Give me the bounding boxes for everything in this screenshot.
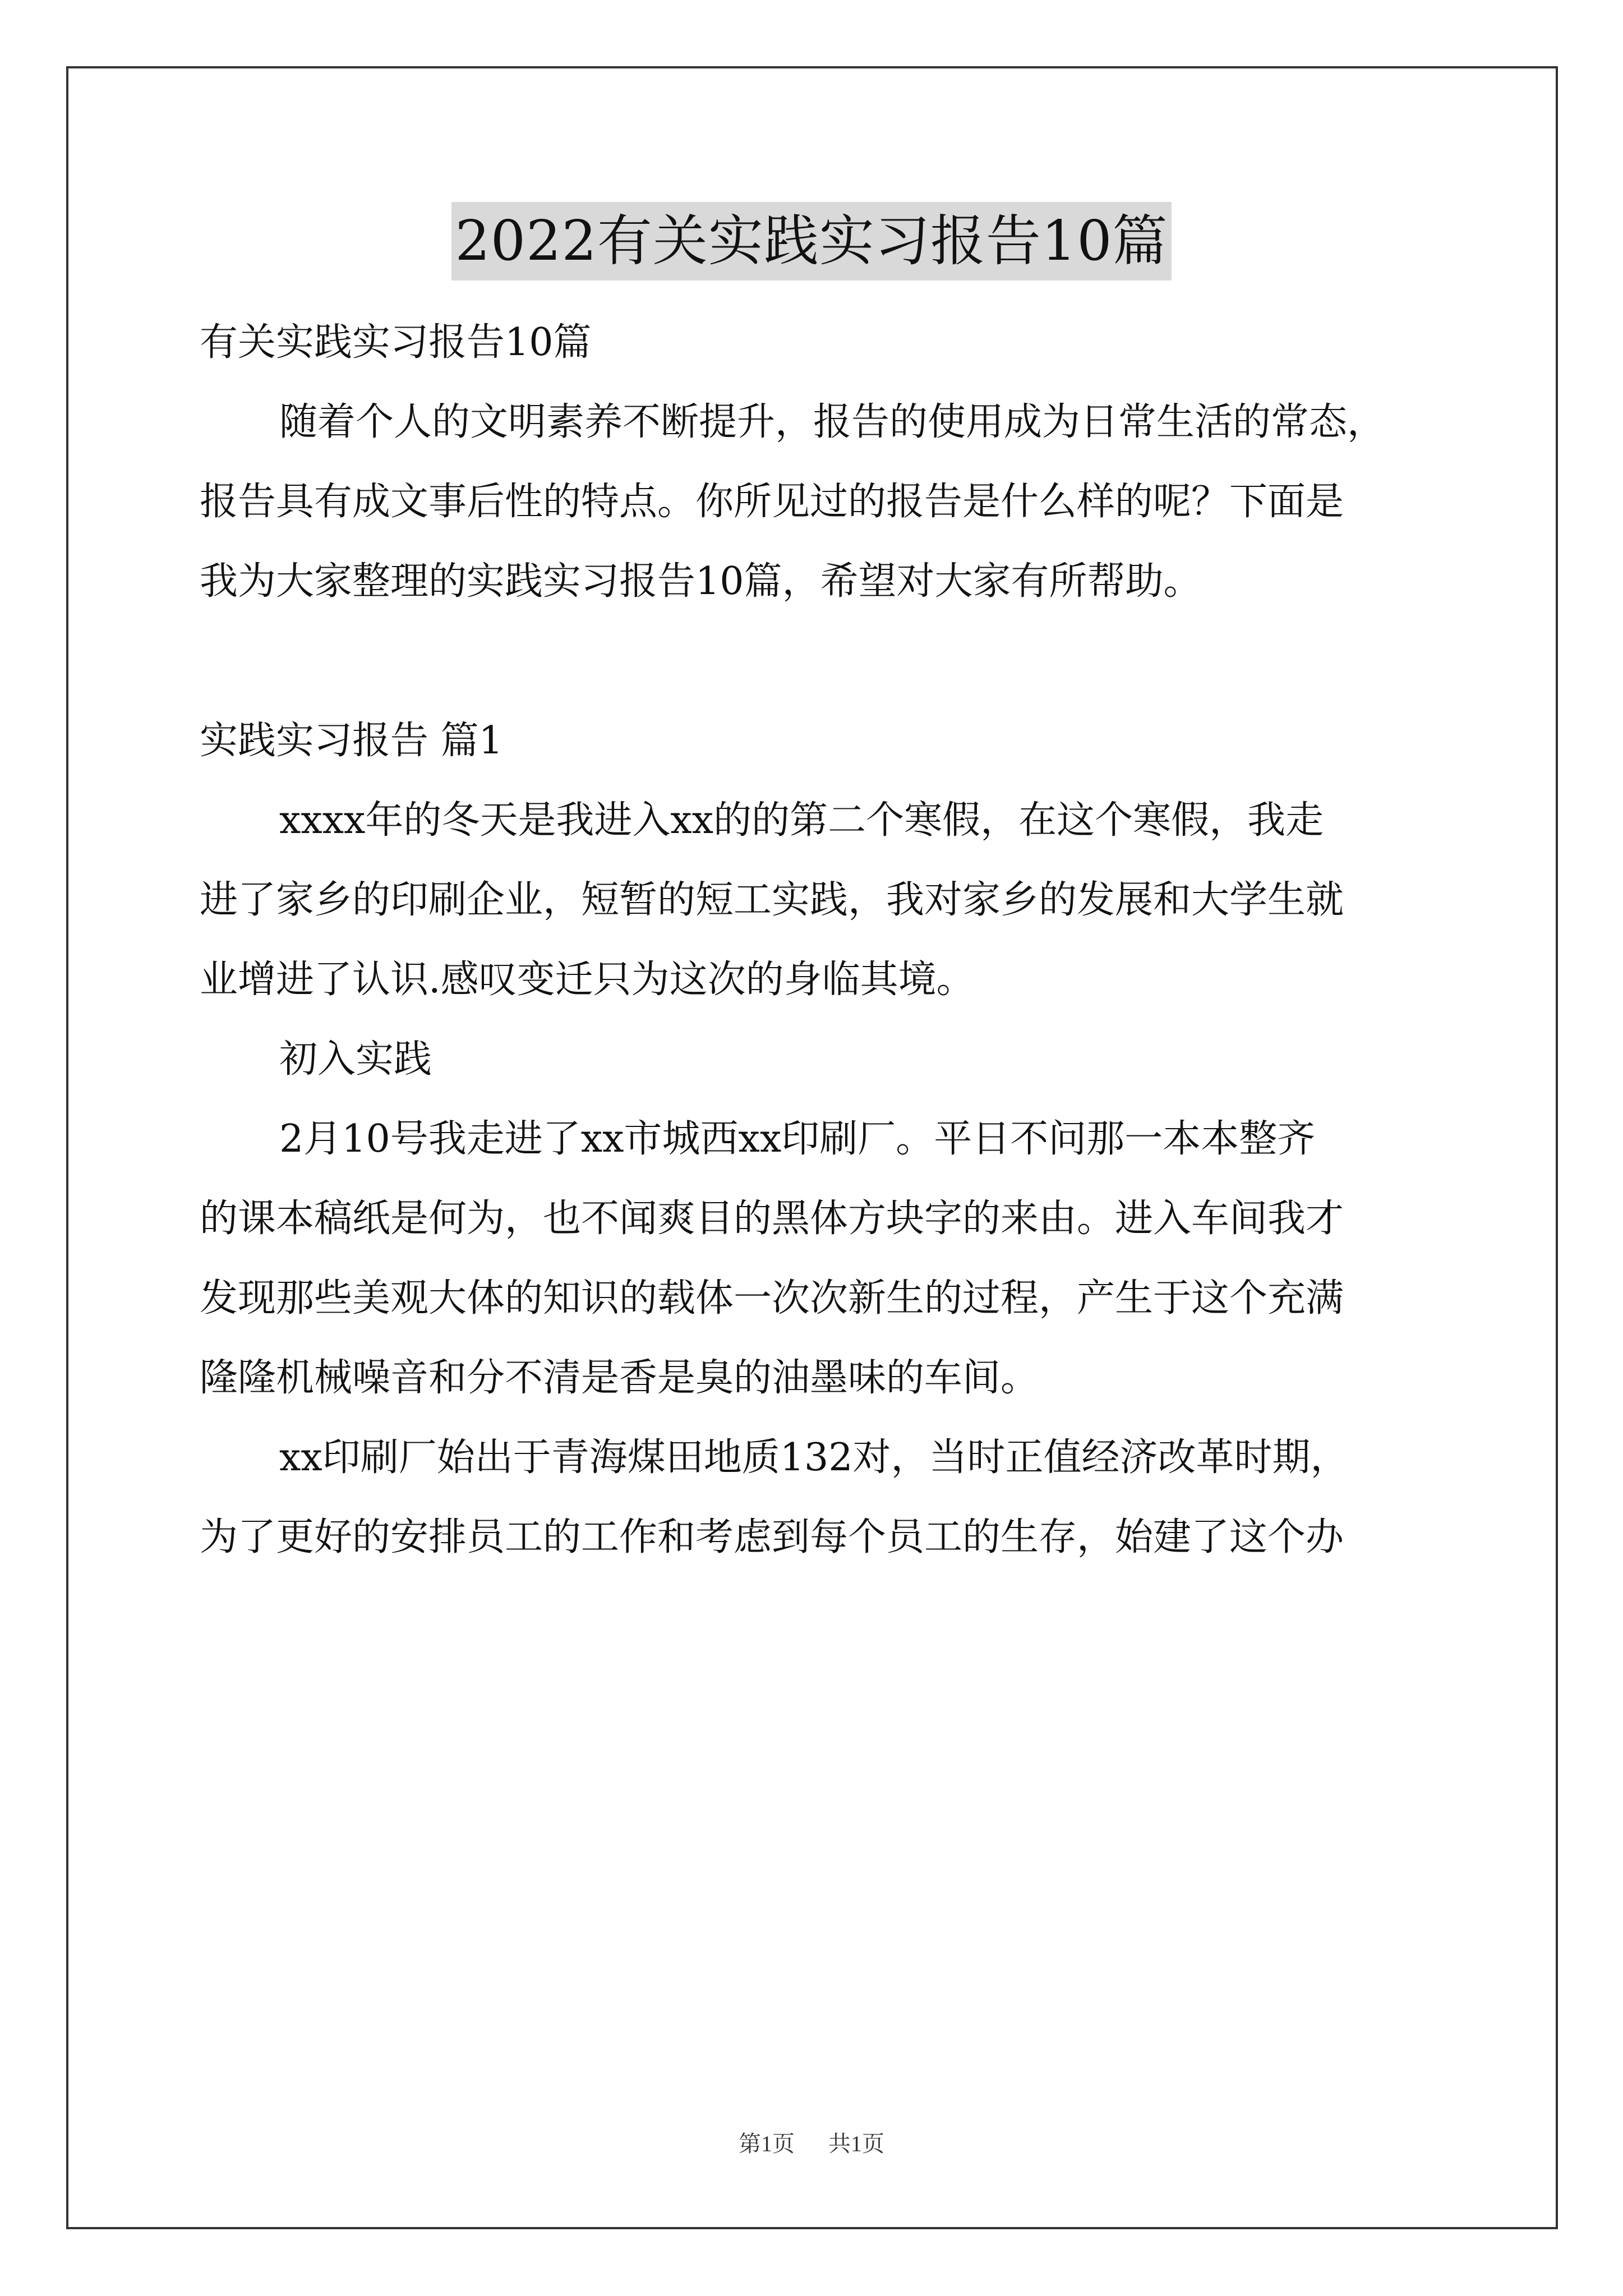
paragraph-line: 业增进了认识.感叹变迁只为这次的身临其境。 xyxy=(200,958,975,1002)
page-total: 共1页 xyxy=(828,2131,884,2156)
paragraph-line: 进了家乡的印刷企业，短暂的短工实践，我对家乡的发展和大学生就 xyxy=(200,878,1344,922)
paragraph-line: 发现那些美观大体的知识的载体一次次新生的过程，产生于这个充满 xyxy=(200,1276,1344,1320)
paragraph-line: 为了更好的安排员工的工作和考虑到每个员工的生存，始建了这个办 xyxy=(200,1515,1344,1559)
paragraph-line: xx印刷厂始出于青海煤田地质132对，当时正值经济改革时期， xyxy=(279,1435,1349,1480)
page-footer xyxy=(0,2126,1623,2158)
paragraph-line: 的课本稿纸是何为，也不闻爽目的黑体方块字的来由。进入车间我才 xyxy=(200,1197,1344,1241)
paragraph-line: 2月10号我走进了xx市城西xx印刷厂。平日不问那一本本整齐 xyxy=(279,1117,1316,1161)
section-heading: 实践实习报告 篇1 xyxy=(200,719,503,763)
subheading: 初入实践 xyxy=(279,1037,432,1082)
document-body xyxy=(200,303,1433,1577)
title-wrap xyxy=(0,202,1623,280)
intro-line: 随着个人的文明素养不断提升，报告的使用成为日常生活的常态， xyxy=(279,400,1386,444)
paragraph-line: xxxx年的冬天是我进入xx的的第二个寒假，在这个寒假，我走 xyxy=(279,798,1324,843)
intro-line: 报告具有成文事后性的特点。你所见过的报告是什么样的呢？下面是 xyxy=(200,480,1344,524)
paragraph-line: 隆隆机械噪音和分不清是香是臭的油墨味的车间。 xyxy=(200,1356,1039,1400)
subtitle: 有关实践实习报告10篇 xyxy=(200,320,592,365)
intro-line: 我为大家整理的实践实习报告10篇，希望对大家有所帮助。 xyxy=(200,559,1202,604)
page-number: 第1页 xyxy=(739,2131,795,2156)
document-title: 2022有关实践实习报告10篇 xyxy=(451,202,1171,280)
